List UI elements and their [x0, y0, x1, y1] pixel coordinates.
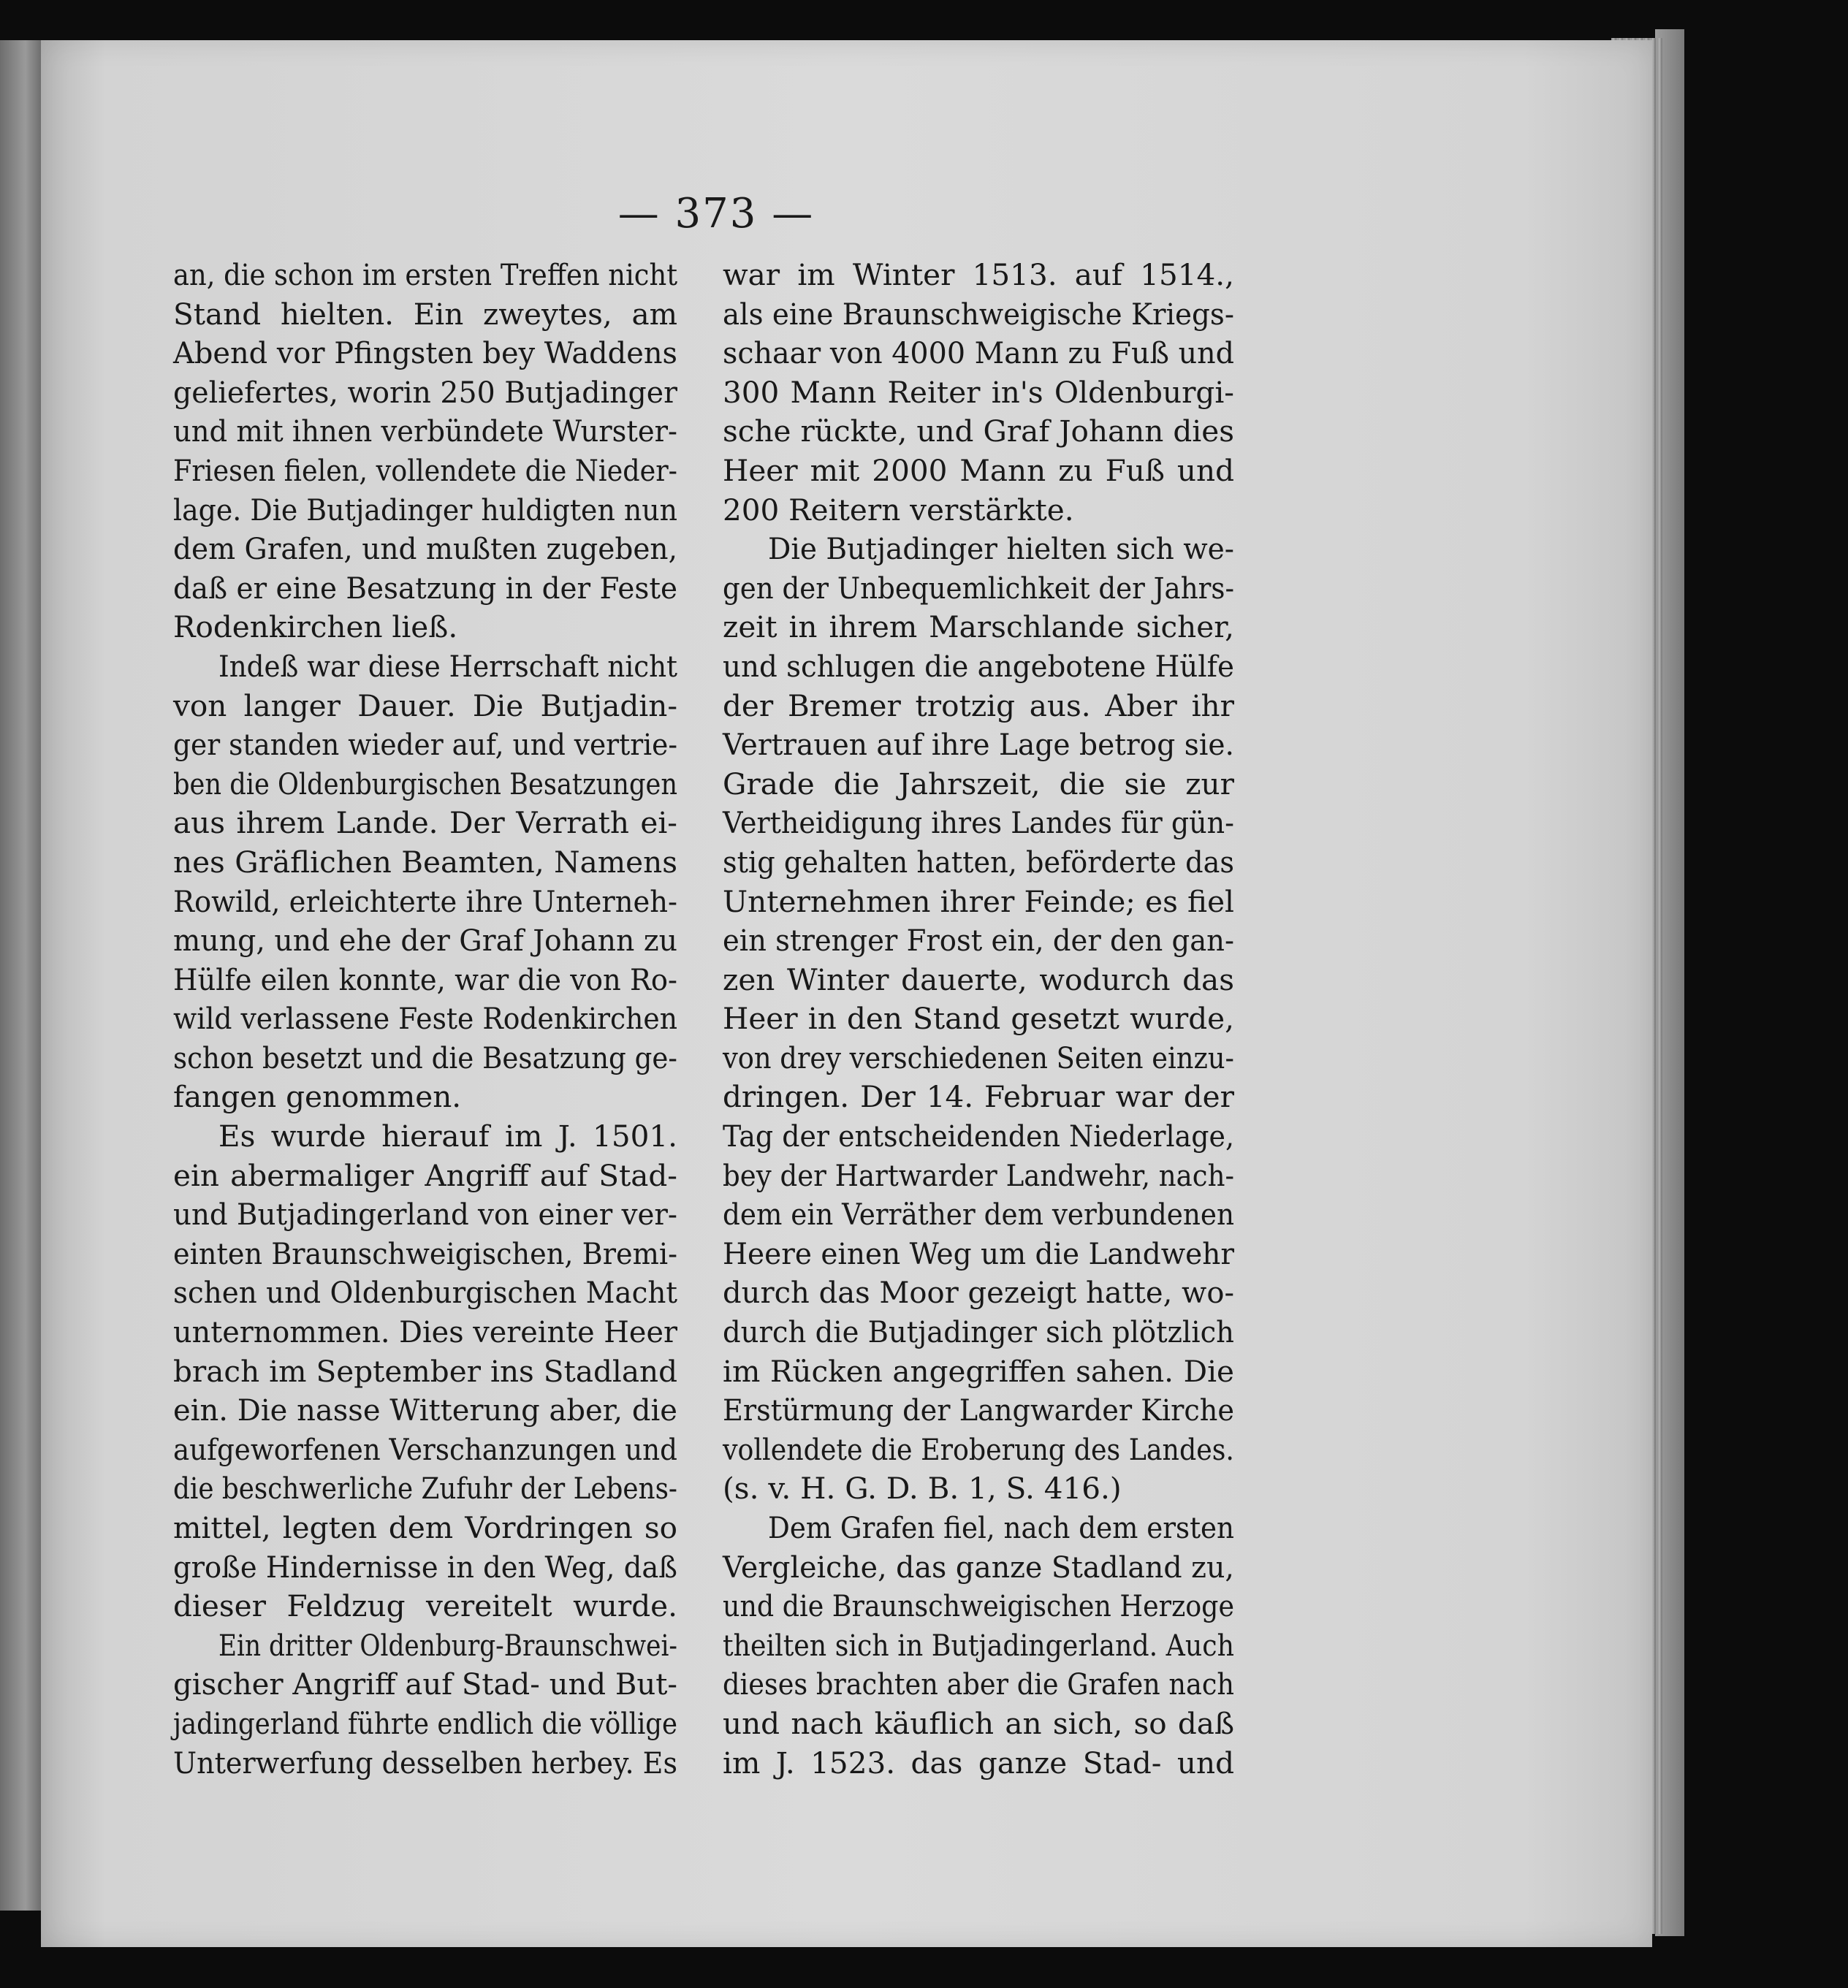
text-line: im Rücken angegriffen sahen. Die: [723, 1353, 1234, 1389]
text-line: (s. v. H. G. D. B. 1, S. 416.): [723, 1471, 1122, 1507]
text-line: 200 Reitern verstärkte.: [723, 492, 1074, 528]
text-line: ein strenger Frost ein, der den gan-: [723, 923, 1234, 959]
text-line: der Bremer trotzig aus. Aber ihr: [723, 688, 1234, 723]
text-line: aus ihrem Lande. Der Verrath ei-: [173, 805, 677, 841]
text-line: daß er eine Besatzung in der Feste: [173, 570, 677, 606]
text-line: durch das Moor gezeigt hatte, wo-: [723, 1275, 1234, 1311]
text-line: nes Gräflichen Beamten, Namens: [173, 844, 677, 880]
text-line: vollendete die Eroberung des Landes.: [723, 1431, 1234, 1467]
text-line: Es wurde hierauf im J. 1501.: [218, 1119, 677, 1154]
text-line: 300 Mann Reiter in's Oldenburgi-: [723, 374, 1234, 410]
text-line: und schlugen die angebotene Hülfe: [723, 648, 1234, 684]
text-line: sche rückte, und Graf Johann dies: [723, 414, 1234, 449]
text-line: von drey verschiedenen Seiten einzu-: [723, 1040, 1234, 1075]
text-line: lage. Die Butjadinger huldigten nun: [173, 492, 677, 528]
text-line: Friesen fielen, vollendete die Nieder-: [173, 452, 677, 488]
text-line: Abend vor Pfingsten bey Waddens: [173, 335, 677, 371]
text-line: als eine Braunschweigische Kriegs-: [723, 296, 1234, 332]
page-number: — 373 —: [617, 190, 815, 237]
text-line: Heere einen Weg um die Landwehr: [723, 1235, 1234, 1271]
text-line: dem Grafen, und mußten zugeben,: [173, 531, 677, 567]
text-line: Indeß war diese Herrschaft nicht: [218, 648, 677, 684]
text-line: dieser Feldzug vereitelt wurde.: [173, 1588, 677, 1624]
text-line: große Hindernisse in den Weg, daß: [173, 1549, 677, 1585]
text-line: Die Butjadinger hielten sich we-: [768, 531, 1234, 567]
text-line: Unternehmen ihrer Feinde; es fiel: [723, 883, 1234, 919]
text-line: ger standen wieder auf, und vertrie-: [173, 727, 677, 763]
text-line: gen der Unbequemlichkeit der Jahrs-: [723, 570, 1234, 606]
text-line: Heer in den Stand gesetzt wurde,: [723, 1001, 1234, 1037]
text-line: schaar von 4000 Mann zu Fuß und: [723, 335, 1234, 371]
text-line: Vergleiche, das ganze Stadland zu,: [723, 1549, 1234, 1585]
text-line: bey der Hartwarder Landwehr, nach-: [723, 1157, 1234, 1193]
text-line: war im Winter 1513. auf 1514.,: [723, 257, 1234, 292]
text-line: schen und Oldenburgischen Macht: [173, 1275, 677, 1311]
text-line: Grade die Jahrszeit, die sie zur: [723, 766, 1234, 801]
text-line: und mit ihnen verbündete Wurster-: [173, 414, 677, 449]
text-line: Vertrauen auf ihre Lage betrog sie.: [723, 727, 1234, 763]
text-line: Rodenkirchen ließ.: [173, 609, 458, 645]
text-line: Erstürmung der Langwarder Kirche: [723, 1393, 1234, 1428]
text-line: stig gehalten hatten, beförderte das: [723, 844, 1234, 880]
text-line: von langer Dauer. Die Butjadin-: [173, 688, 677, 723]
text-line: die beschwerliche Zufuhr der Lebens-: [173, 1471, 677, 1507]
text-line: Vertheidigung ihres Landes für gün-: [723, 805, 1234, 841]
text-line: mittel, legten dem Vordringen so: [173, 1510, 677, 1545]
text-line: Rowild, erleichterte ihre Unterneh-: [173, 883, 677, 919]
text-line: geliefertes, worin 250 Butjadinger: [173, 374, 677, 410]
text-line: jadingerland führte endlich die völlige: [173, 1705, 677, 1741]
text-line: aufgeworfenen Verschanzungen und: [173, 1431, 677, 1467]
text-line: Hülfe eilen konnte, war die von Ro-: [173, 961, 677, 997]
text-line: dringen. Der 14. Februar war der: [723, 1079, 1234, 1115]
text-line: theilten sich in Butjadingerland. Auch: [723, 1627, 1234, 1663]
text-line: Stand hielten. Ein zweytes, am: [173, 296, 677, 332]
text-line: dieses brachten aber die Grafen nach: [723, 1667, 1234, 1702]
text-line: ein. Die nasse Witterung aber, die: [173, 1393, 677, 1428]
text-line: zen Winter dauerte, wodurch das: [723, 961, 1234, 997]
text-line: schon besetzt und die Besatzung ge-: [173, 1040, 677, 1075]
text-line: mung, und ehe der Graf Johann zu: [173, 923, 677, 959]
text-line: im J. 1523. das ganze Stad- und: [723, 1745, 1234, 1781]
text-line: Tag der entscheidenden Niederlage,: [723, 1119, 1234, 1154]
text-line: Unterwerfung desselben herbey. Es: [173, 1745, 677, 1781]
text-line: gischer Angriff auf Stad- und But-: [173, 1667, 677, 1702]
text-line: ein abermaliger Angriff auf Stad-: [173, 1157, 677, 1193]
text-line: Ein dritter Oldenburg-Braunschwei-: [218, 1627, 677, 1663]
text-line: Dem Grafen fiel, nach dem ersten: [768, 1510, 1234, 1545]
text-line: durch die Butjadinger sich plötzlich: [723, 1314, 1234, 1350]
right-text-column: [723, 256, 1234, 1783]
text-line: zeit in ihrem Marschlande sicher,: [723, 609, 1234, 645]
left-page-edge: [0, 40, 42, 1911]
text-line: unternommen. Dies vereinte Heer: [173, 1314, 677, 1350]
left-text-column: [173, 256, 677, 1783]
text-line: Heer mit 2000 Mann zu Fuß und: [723, 452, 1234, 488]
text-line: fangen genommen.: [173, 1079, 462, 1115]
text-line: an, die schon im ersten Treffen nicht: [173, 257, 677, 292]
text-line: und nach käuflich an sich, so daß: [723, 1705, 1234, 1741]
text-line: und die Braunschweigischen Herzoge: [723, 1588, 1234, 1624]
text-line: einten Braunschweigischen, Bremi-: [173, 1235, 677, 1271]
text-line: und Butjadingerland von einer ver-: [173, 1197, 677, 1233]
text-line: ben die Oldenburgischen Besatzungen: [173, 766, 677, 801]
text-line: wild verlassene Feste Rodenkirchen: [173, 1001, 677, 1037]
text-line: dem ein Verräther dem verbundenen: [723, 1197, 1234, 1233]
text-line: brach im September ins Stadland: [173, 1353, 677, 1389]
